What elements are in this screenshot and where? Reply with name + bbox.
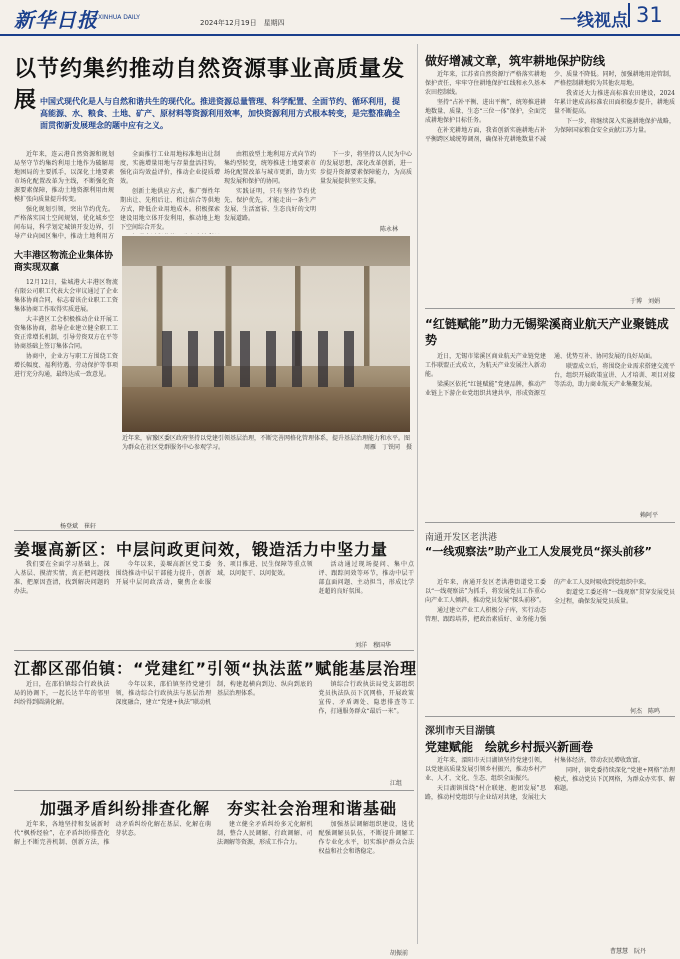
- photo-credit: 周雁 丁铁同 摄: [363, 444, 412, 451]
- story-title: 大丰港区物流企业集体协商实现双赢: [14, 251, 114, 273]
- story-title: 江都区邵伯镇：“党建红”引领“执法蓝”赋能基层治理: [14, 659, 418, 678]
- lead-paragraph: 全面推行工业用地标准地出让制度，实施增量用地与存量盘活挂钩，强化亩均效益评价，推动企业提质增效。: [120, 151, 220, 185]
- story-paragraph: 下一步，将继续深入实施耕地保护战略，为保障国家粮食安全贡献江苏力量。: [554, 118, 675, 134]
- story-paragraph: 同时，镇党委持续深化“党建+网格”治理模式，推动党员下沉网格，为群众办实事、解难题。: [554, 767, 675, 792]
- story-paragraph: 今年以来，姜堰高新区党工委围绕推动中层干部能力提升，创新开展中层问政活动，聚焦企业服务、项目推进、民生保障等重点领域，以问促干、以问促效。: [115, 561, 313, 586]
- story-author: 于博 刘娟: [630, 298, 661, 305]
- story-paragraph: 我们要在全面学习基础上，深入基层、摸清实情，真正把问题找准、把原因查清，找到解决问题的办法。: [14, 561, 110, 595]
- story-kicker: 南通开发区老洪港: [425, 533, 498, 543]
- story-paragraph: 建立健全矛盾纠纷多元化解机制，整合人民调解、行政调解、司法调解等资源，形成工作合力。: [217, 821, 313, 846]
- lead-paragraph: 强化规划引领，突出节约优先。严格落实国土空间规划，优化城乡空间布局，科学划定城镇开发边界，引导产业向园区集中，推动土地利用方: [14, 206, 114, 240]
- story-body: [425, 70, 675, 296]
- photo-caption: [122, 434, 412, 452]
- story-paragraph: 天目湖镇围绕“村企联建、抱团发展”思路，推动村党组织与企业结对共建，发展壮大村集体经济，带动农民增收致富。: [425, 757, 645, 801]
- lead-paragraph: 由粗放型土地利用方式向节约集约型转变，统筹推进土地要素市场化配置改革与城市更新，助力实现发展和保护的协同。: [224, 151, 316, 185]
- story-paragraph: 加强基层调解组织建设，选优配强调解员队伍，不断提升调解工作专业化水平，切实维护群众合法权益和社会和谐稳定。: [318, 821, 414, 855]
- newspaper-logo: 新华日报: [14, 8, 98, 32]
- story-title: “红链赋能”助力无锡梁溪商业航天产业聚链成势: [425, 317, 669, 347]
- story-author: 赖阿平: [640, 512, 659, 519]
- lead-paragraph: 创新土地供应方式，推广弹性年期出让、先租后让、租让结合等供地方式，降低企业用地成本。积极探索建设用地立体开发利用，推动地上地下空间综合开发。: [120, 188, 220, 231]
- lead-article-intro: 中国式现代化是人与自然和谐共生的现代化。推进资源总量管理、科学配置、全面节约、循环利用，提高能源、水、粮食、土地、矿产、原材料等资源利用效率，加快资源利用方式根本转变，是完整准确全面贯彻新发展理念的题中应有之义。: [40, 96, 400, 130]
- story-paragraph: 通过建立产业工人积极分子库，实行动态管理、跟踪培养，把政治素质好、业务能力强的产业工人及时吸收到党组织中来。: [425, 579, 651, 623]
- section-name: 一线视点: [560, 11, 628, 31]
- story-paragraph: 近年来，各地坚持和发展新时代“枫桥经验”，在矛盾纠纷排查化解上不断完善机制、创新方法，推动矛盾纠纷化解在基层、化解在萌芽状态。: [14, 821, 211, 846]
- story-title: 党建赋能 绘就乡村振兴新画卷: [425, 740, 594, 754]
- lead-article-column-2: [120, 150, 220, 234]
- lead-paragraph: 近年来，连云港自然资源和规划局坚守节约集约利用土地作为破解用地困局的主要抓手，以深化土地要素市场化配置改革为主线，不断强化资源要素保障，推动土地资源利用由规模扩张向质量提升转变。: [14, 151, 114, 203]
- story-author: 胡振前: [390, 950, 409, 957]
- lead-article-column-4: [320, 150, 412, 230]
- photo-caption-text: 近年来，宿豫区委区政府坚持以党建引领基层治理，不断完善网格化管理体系，提升基层治理能力和水平。图为群众在社区党群服务中心参观学习。: [122, 435, 411, 451]
- photo-people: [162, 331, 362, 391]
- column-divider: [417, 44, 418, 944]
- story-paragraph: 近日，无锡市梁溪区商业航天产业链党建工作联盟正式成立，为航天产业发展注入新动能。: [425, 353, 546, 378]
- story-body: [425, 756, 675, 944]
- story-title: 做好增减文章，筑牢耕地保护防线: [425, 54, 606, 68]
- section-rule: [425, 716, 675, 717]
- story-title: 加强矛盾纠纷排查化解 夯实社会治理和谐基础: [40, 799, 398, 818]
- story-paragraph: 梁溪区依托“红链赋能”党建品牌，推动产业链上下游企业党组织共建共享，形成资源互通、优势互补、协同发展的良好局面。: [425, 353, 657, 397]
- section-rule: [14, 530, 414, 531]
- story-title: 姜堰高新区：中层问政更问效，锻造活力中坚力量: [14, 540, 389, 559]
- story-body: [14, 560, 414, 640]
- story-title: “一线观察法”助产业工人发展党员“探头前移”: [425, 545, 652, 558]
- story-kicker: 深圳市天目湖镇: [425, 726, 495, 737]
- newspaper-logo-sub: XINHUA DAILY: [98, 14, 140, 21]
- story-body: [425, 352, 675, 510]
- section-rule: [14, 790, 414, 791]
- lead-article-column-1: [14, 150, 114, 240]
- story-body: [14, 680, 414, 778]
- lead-paragraph: 实践证明，只有坚持节约优先、保护优先，才能走出一条生产发展、生活富裕、生态良好的文明发展道路。: [224, 188, 316, 222]
- lead-article-title: 以节约集约推动自然资源事业高质量发展: [14, 57, 406, 113]
- story-paragraph: 今年以来，邵伯镇坚持党建引领，推动综合行政执法与基层治理深度融合，建立“党建+执法”联动机制，构建起横向到边、纵向到底的基层治理体系。: [115, 681, 313, 706]
- story-paragraph: 联盟成立后，将围绕企业需求搭建交流平台，组织开展政策宣讲、人才培训、项目对接等活动，助力商业航天产业集聚发展。: [554, 363, 675, 388]
- story-paragraph: 我省还大力推进高标准农田建设，2024年累计建成高标准农田面积稳步提升，耕地质量不断提高。: [554, 90, 675, 115]
- section-rule: [425, 522, 675, 523]
- story-body: [14, 278, 118, 518]
- lead-article-column-3: [224, 150, 316, 234]
- lead-article-author: 陈永林: [380, 226, 399, 233]
- story-paragraph: 近日，在邵伯镇综合行政执法局的协调下，一起长达半年的邻里纠纷得到圆满化解。: [14, 681, 110, 706]
- lead-paragraph: [120, 233, 220, 234]
- story-body: [425, 578, 675, 706]
- story-author: 曹慧慧 阮丹: [610, 948, 647, 955]
- story-author: 江组: [390, 780, 403, 787]
- section-rule: [14, 650, 414, 651]
- story-paragraph: 镇综合行政执法局党支部组织党员执法队员下沉网格，开展政策宣传、矛盾调处、隐患排查等工作，打通服务群众“最后一米”。: [318, 681, 414, 715]
- story-author: 何杰 陈鸣: [630, 708, 661, 715]
- story-paragraph: 12月12日，盐城港大丰港区物流有限公司职工代表大会审议通过了企业集体协商合同，标志着该企业职工工资集体协商工作取得实质进展。: [14, 279, 118, 313]
- issue-date: 2024年12月19日 星期四: [200, 19, 285, 27]
- story-paragraph: 坚持“占补平衡、进出平衡”，统筹推进耕地数量、质量、生态“三位一体”保护，全面完成耕地保护目标任务。: [425, 99, 546, 124]
- story-author: 刘洋 穆国华: [355, 642, 392, 649]
- page-number: 31: [628, 3, 663, 27]
- section-rule: [425, 308, 675, 309]
- story-paragraph: 在补充耕地方面，我省创新实施耕地占补平衡跨区域统筹调剂，确保补充耕地数量不减少、质量不降低。同时，加强耕地用途管制，严格控制耕地转为其他农用地。: [425, 71, 675, 143]
- masthead: [0, 0, 680, 36]
- lead-paragraph: 下一步，将坚持以人民为中心的发展思想，深化改革创新，进一步提升资源要素保障能力，为高质量发展提供坚实支撑。: [320, 151, 412, 185]
- story-paragraph: 活动通过现场提问、集中点评、跟踪问效等环节，推动中层干部直面问题、主动担当，形成比学赶超的良好氛围。: [318, 561, 414, 595]
- story-paragraph: 协商中，企业方与职工方围绕工资增长幅度、福利待遇、劳动保护等事项进行充分沟通，最终达成一致意见。: [14, 353, 118, 378]
- story-paragraph: 近年来，江苏省自然资源厅严格落实耕地保护责任，牢牢守住耕地保护红线和永久基本农田控制线。: [425, 71, 546, 96]
- story-paragraph: 近年来，溧阳市天目湖镇坚持党建引领，以党建高质量发展引领乡村振兴，推动乡村产业、人才、文化、生态、组织全面振兴。: [425, 757, 546, 782]
- story-author: 杨登斌 崔轩: [60, 523, 97, 530]
- story-body: [14, 820, 414, 948]
- story-paragraph: 近年来，南通开发区老洪港街道党工委以“一线观察法”为抓手，将发展党员工作重心向产业工人倾斜，推动党员发展“探头前移”。: [425, 579, 546, 604]
- story-paragraph: 大丰港区工会积极推动企业开展工资集体协商，指导企业建立健全职工工资正常增长机制，引导劳资双方在平等协商基础上签订集体合同。: [14, 316, 118, 350]
- photo-floor: [122, 387, 410, 432]
- story-paragraph: 街道党工委还将“一线观察”贯穿发展党员全过程，确保发展党员质量。: [554, 589, 675, 605]
- news-photo: [122, 236, 410, 432]
